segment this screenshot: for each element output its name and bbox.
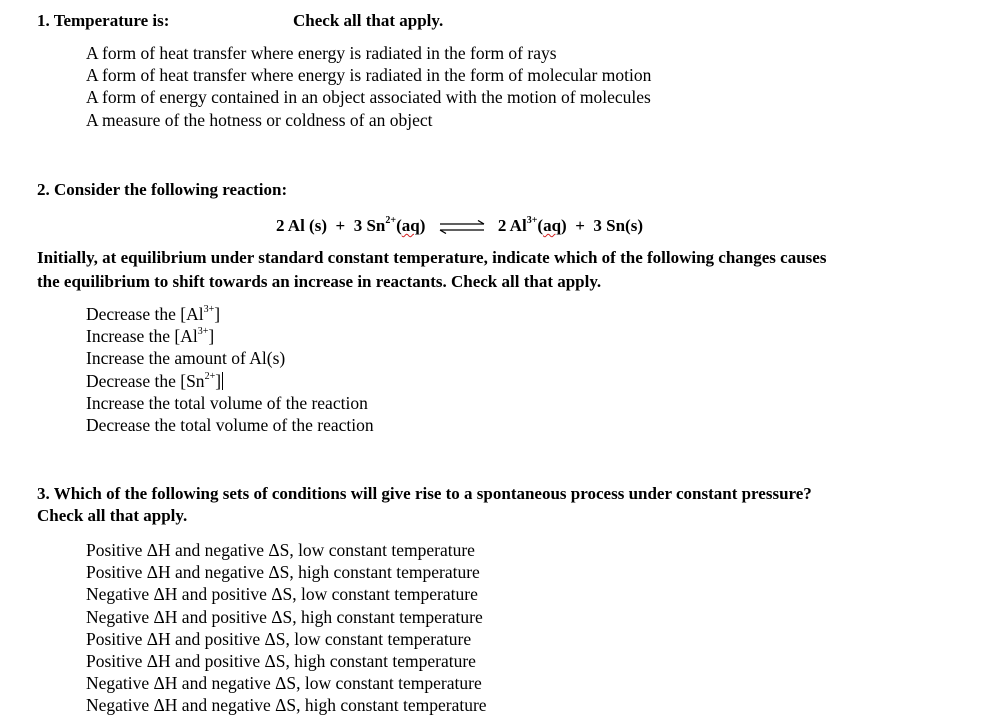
text-cursor [222, 372, 223, 390]
q2-option[interactable] [86, 325, 374, 347]
q1-option[interactable]: A form of heat transfer where energy is radiated in the form of molecular motion [86, 65, 652, 86]
q3-heading-line2: Check all that apply. [37, 506, 188, 525]
q3-option[interactable]: Positive ΔH and negative ΔS, low constant temperature [86, 540, 475, 560]
option-text: ] [214, 304, 221, 324]
al-charge: 3+ [526, 215, 538, 227]
q1-option[interactable]: A form of heat transfer where energy is radiated in the form of rays [86, 43, 557, 63]
product-sn: 3 Sn(s) [593, 216, 643, 235]
plus-sign: + [335, 216, 346, 235]
plus-sign: + [575, 216, 585, 235]
paren: ) [419, 216, 426, 235]
state-aq: aq [401, 216, 420, 235]
q3-option[interactable]: Negative ΔH and positive ΔS, low constant temperature [86, 584, 478, 605]
reactant-sn: 3 Sn [353, 216, 386, 235]
q2-heading: 2. Consider the following reaction: [37, 180, 288, 199]
option-text: Increase the amount of Al(s) [86, 348, 286, 369]
q3-heading-line1: 3. Which of the following sets of conditions will give rise to a spontaneous process under constant pressure? [37, 484, 812, 503]
q1-option[interactable]: A form of energy contained in an object associated with the motion of molecules [86, 87, 651, 108]
sn-charge: 2+ [385, 215, 397, 227]
q1-heading: 1. Temperature is: [37, 11, 170, 30]
option-text: Increase the [Al [86, 326, 198, 347]
q3-option[interactable]: Positive ΔH and negative ΔS, high constant temperature [86, 562, 480, 583]
q3-option[interactable]: Positive ΔH and positive ΔS, low constant temperature [86, 628, 472, 649]
q2-prompt-line1: Initially, at equilibrium under standard constant temperature, indicate which of the following changes causes [37, 248, 827, 267]
option-text: Decrease the [Al [86, 304, 204, 324]
q3-option[interactable]: Negative ΔH and positive ΔS, high constant temperature [86, 606, 483, 627]
option-text: ] [208, 326, 215, 347]
q3-options [86, 539, 487, 717]
q1-options [86, 42, 651, 131]
q2-option[interactable] [86, 303, 374, 325]
product-al: 2 Al [497, 216, 527, 235]
paren: ) [561, 216, 567, 235]
q3-option[interactable]: Positive ΔH and positive ΔS, high constant temperature [86, 651, 476, 672]
option-text: Decrease the total volume of the reaction [86, 415, 374, 436]
q2-option[interactable] [86, 414, 374, 436]
reactant-al: 2 Al (s) [276, 216, 327, 235]
q3-option[interactable]: Negative ΔH and negative ΔS, high constant temperature [86, 695, 487, 716]
option-text: Increase the total volume of the reaction [86, 392, 368, 413]
q1-option[interactable]: A measure of the hotness or coldness of an object [86, 109, 433, 130]
paren: ( [537, 216, 544, 235]
q2-options [86, 303, 374, 436]
reaction-equation [276, 216, 643, 236]
option-text: Decrease the [Sn [86, 370, 205, 391]
q2-option[interactable] [86, 347, 374, 369]
q2-option[interactable] [86, 392, 374, 414]
q2-prompt-line2: the equilibrium to shift towards an increase in reactants. Check all that apply. [37, 272, 602, 291]
q3-option[interactable]: Negative ΔH and negative ΔS, low constant temperature [86, 673, 482, 694]
state-aq: aq [543, 216, 562, 235]
option-text: ] [215, 370, 222, 391]
ion-charge: 3+ [203, 304, 215, 316]
ion-charge: 3+ [197, 326, 209, 338]
paren: ( [396, 216, 402, 235]
equilibrium-arrow-icon [436, 220, 488, 234]
q2-option[interactable] [86, 370, 374, 392]
ion-charge: 2+ [204, 370, 216, 382]
q1-instruction: Check all that apply. [293, 11, 444, 30]
